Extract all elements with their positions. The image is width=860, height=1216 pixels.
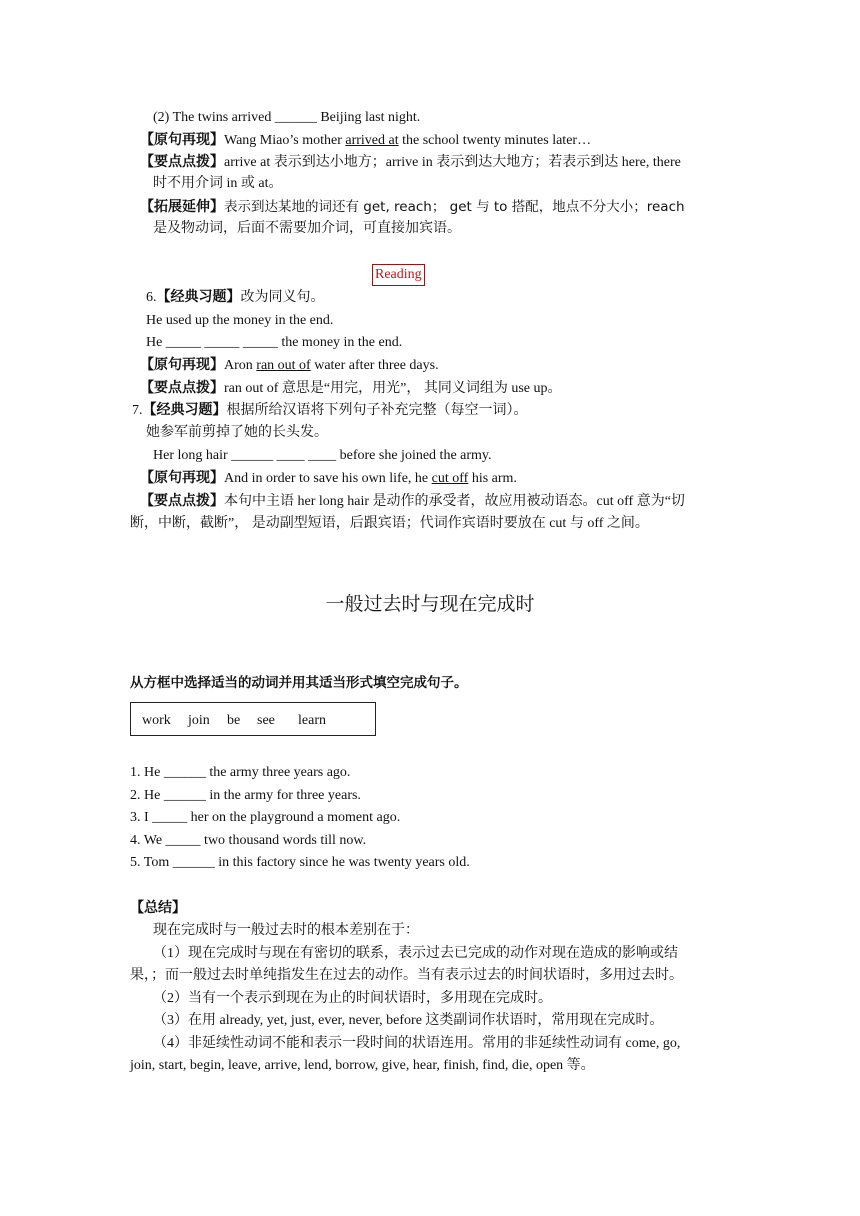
original-text-post: the school twenty minutes later… <box>398 133 592 148</box>
extension-1 <box>140 197 685 218</box>
original-underlined: cut off <box>431 471 469 486</box>
exercise-6-key-point <box>140 378 562 399</box>
exercise-7-english: Her long hair ______ ____ ____ before she joined the army. <box>153 448 492 463</box>
instruction: 从方框中选择适当的动词并用其适当形式填空完成句子。 <box>130 675 468 691</box>
word-see: see <box>257 713 275 728</box>
reading-tag: Reading <box>372 264 425 286</box>
extension-label: 【拓展延伸】 <box>140 199 224 215</box>
exercise-7-label: 【经典习题】 <box>142 402 227 418</box>
original-text-pre: Wang Miao’s mother <box>224 133 346 148</box>
original-text-pre: And in order to save his own life, he <box>224 471 432 486</box>
original-text-post: water after three days. <box>310 358 439 373</box>
exercise-7-header <box>132 400 528 421</box>
extension-text-line2: 是及物动词，后面不需要加介词，可直接加宾语。 <box>153 221 461 236</box>
exercise-6-header <box>146 287 325 308</box>
exercise-6-sentence: He used up the money in the end. <box>146 313 334 328</box>
summary-point-3: （3）在用 already, yet, just, ever, never, before 这类副词作状语时，常用现在完成时。 <box>153 1013 664 1028</box>
original-label: 【原句再现】 <box>140 357 224 373</box>
word-learn: learn <box>298 713 326 728</box>
exercise-6-label: 【经典习题】 <box>156 289 241 305</box>
summary-point-1-line2: 果，；而一般过去时单纯指发生在过去的动作。当有表示过去的时间状语时，多用过去时。 <box>130 968 683 983</box>
summary-label: 【总结】 <box>130 900 186 916</box>
word-join: join <box>188 713 210 728</box>
summary-point-4-line1: （4）非延续性动词不能和表示一段时间的状语连用。常用的非延续性动词有 come, go, <box>153 1036 681 1051</box>
question-2: (2) The twins arrived ______ Beijing last night. <box>153 110 421 125</box>
original-sentence-1 <box>140 130 591 151</box>
grammar-item-5: 5. Tom ______ in this factory since he was twenty years old. <box>130 855 470 870</box>
key-label: 【要点点拨】 <box>140 380 224 396</box>
original-underlined: arrived at <box>345 133 399 148</box>
exercise-6-prompt: 改为同义句。 <box>240 290 325 305</box>
key-label: 【要点点拨】 <box>140 493 224 509</box>
section-title: 一般过去时与现在完成时 <box>325 593 535 615</box>
original-label: 【原句再现】 <box>140 132 224 148</box>
grammar-item-1: 1. He ______ the army three years ago. <box>130 765 351 780</box>
original-text-pre: Aron <box>224 358 257 373</box>
grammar-item-3: 3. I _____ her on the playground a moment ago. <box>130 810 401 825</box>
summary-point-4-line2: join, start, begin, leave, arrive, lend, borrow, give, hear, finish, find, die, open 等。 <box>130 1058 595 1073</box>
exercise-6-number: 6. <box>146 290 157 305</box>
key-text-line1: arrive at 表示到达小地方；arrive in 表示到达大地方；若表示到达 here, there <box>224 155 681 170</box>
grammar-item-2: 2. He ______ in the army for three years. <box>130 788 361 803</box>
word-box <box>130 702 376 736</box>
exercise-7-key-line2: 断，中断，截断”， 是动副型短语，后跟宾语；代词作宾语时要放在 cut 与 off 之间。 <box>130 516 649 531</box>
word-work: work <box>142 713 171 728</box>
key-text-line2: 时不用介词 in 或 at。 <box>153 176 283 191</box>
exercise-6-blank-sentence: He _____ _____ _____ the money in the end. <box>146 335 403 350</box>
exercise-6-original <box>140 355 439 376</box>
summary-point-2: （2）当有一个表示到现在为止的时间状语时，多用现在完成时。 <box>153 991 552 1006</box>
extension-text-line1: 表示到达某地的词还有 get, reach； get 与 to 搭配，地点不分大小；reach <box>224 199 685 215</box>
key-point-1 <box>140 152 681 173</box>
grammar-item-4: 4. We _____ two thousand words till now. <box>130 833 367 848</box>
summary-point-1-line1: （1）现在完成时与现在有密切的联系，表示过去已完成的动作对现在造成的影响或结 <box>153 946 678 961</box>
key-text: ran out of 意思是“用完，用光”， 其同义词组为 use up。 <box>224 381 562 396</box>
original-label: 【原句再现】 <box>140 470 224 486</box>
summary-intro: 现在完成时与一般过去时的根本差别在于： <box>153 923 419 938</box>
key-label: 【要点点拨】 <box>140 154 224 170</box>
word-be: be <box>227 713 241 728</box>
exercise-7-original <box>140 468 517 489</box>
key-text-line1: 本句中主语 her long hair 是动作的承受者，故应用被动语态。cut off 意为“切 <box>224 494 685 509</box>
exercise-7-number: 7. <box>132 403 143 418</box>
exercise-7-chinese: 她参军前剪掉了她的长头发。 <box>146 425 328 440</box>
original-text-post: his arm. <box>468 471 517 486</box>
exercise-7-prompt: 根据所给汉语将下列句子补充完整（每空一词）。 <box>226 403 528 418</box>
exercise-7-key-point <box>140 491 685 512</box>
original-underlined: ran out of <box>256 358 311 373</box>
